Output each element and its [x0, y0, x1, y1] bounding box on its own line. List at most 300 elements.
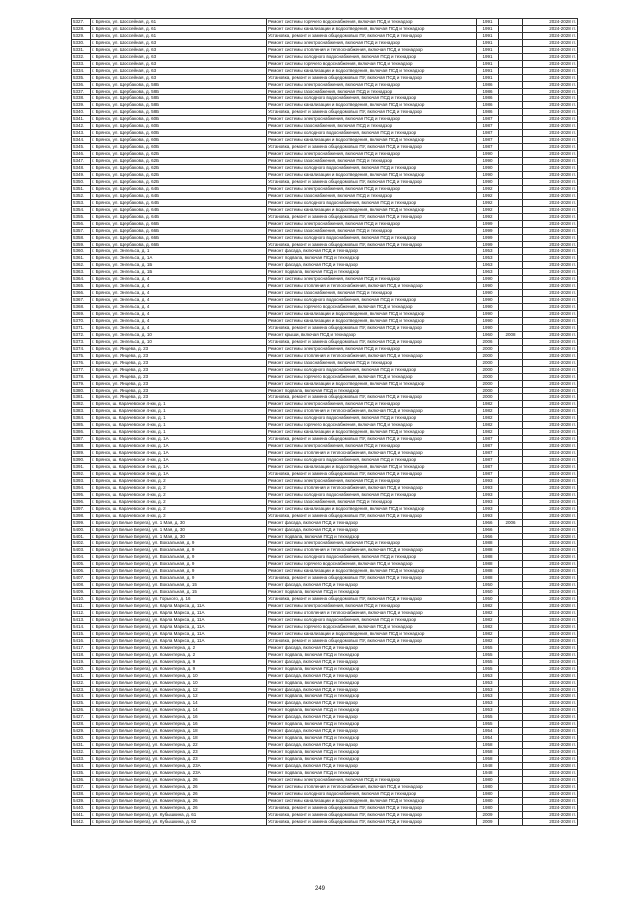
- row-build-year: 1953: [477, 679, 499, 686]
- row-number: 5396.: [72, 498, 91, 505]
- row-planned-period: 2024-2028 гг.: [523, 651, 578, 658]
- row-build-year: 1992: [477, 192, 499, 199]
- table-row: [72, 776, 578, 783]
- row-last-repair-year: [499, 790, 523, 797]
- row-address: г. Брянск (рп Белые Берега), ул. Кубышкина, д. 61: [91, 811, 267, 818]
- row-planned-period: 2024-2028 гг.: [523, 672, 578, 679]
- row-last-repair-year: [499, 345, 523, 352]
- row-work-type: Ремонт системы газоснабжения, включая ПСД и технадзор: [267, 158, 477, 165]
- row-last-repair-year: [499, 735, 523, 742]
- table-row: [72, 248, 578, 255]
- table-row: [72, 728, 578, 735]
- row-planned-period: 2024-2028 гг.: [523, 241, 578, 248]
- row-build-year: 1987: [477, 144, 499, 151]
- row-planned-period: 2024-2028 гг.: [523, 603, 578, 610]
- table-row: [72, 721, 578, 728]
- row-number: 5335.: [72, 74, 91, 81]
- row-planned-period: 2024-2028 гг.: [523, 171, 578, 178]
- row-number: 5368.: [72, 304, 91, 311]
- row-work-type: Ремонт системы газоснабжения, включая ПСД и технадзор: [267, 359, 477, 366]
- row-planned-period: 2024-2028 гг.: [523, 644, 578, 651]
- row-number: 5442.: [72, 818, 91, 825]
- row-build-year: 1986: [477, 81, 499, 88]
- row-address: г. Брянск, ул. Энгельса, д. 4: [91, 283, 267, 290]
- row-planned-period: 2024-2028 гг.: [523, 804, 578, 811]
- table-row: [72, 450, 578, 457]
- row-build-year: 1992: [477, 199, 499, 206]
- row-work-type: Ремонт системы газоснабжения, включая ПСД и технадзор: [267, 498, 477, 505]
- table-row: [72, 589, 578, 596]
- row-number: 5437.: [72, 783, 91, 790]
- row-build-year: 1987: [477, 464, 499, 471]
- row-work-type: Ремонт системы газоснабжения, включая ПСД и технадзор: [267, 290, 477, 297]
- row-last-repair-year: [499, 366, 523, 373]
- row-last-repair-year: [499, 721, 523, 728]
- row-address: г. Брянск, ул. Энгельса, д. 4: [91, 304, 267, 311]
- row-work-type: Ремонт системы электроснабжения, включая ПСД и технадзор: [267, 276, 477, 283]
- row-number: 5421.: [72, 672, 91, 679]
- row-address: г. Брянск, ул. Шоссейная, д. 61: [91, 25, 267, 32]
- row-number: 5431.: [72, 742, 91, 749]
- row-last-repair-year: [499, 248, 523, 255]
- table-row: [72, 582, 578, 589]
- row-planned-period: 2024-2028 гг.: [523, 324, 578, 331]
- row-address: г. Брянск (рп Белые Берега), ул. Коминтерна, д. 23: [91, 756, 267, 763]
- row-address: г. Брянск (рп Белые Берега), ул. Коминтерна, д. 23А: [91, 769, 267, 776]
- table-row: [72, 53, 578, 60]
- table-row: [72, 276, 578, 283]
- row-build-year: 1991: [477, 53, 499, 60]
- row-address: г. Брянск (рп Белые Берега), ул. Карла Маркса, д. 11А: [91, 610, 267, 617]
- row-build-year: 1953: [477, 686, 499, 693]
- row-number: 5409.: [72, 589, 91, 596]
- row-address: г. Брянск, ул. Шоссейная, д. 63: [91, 74, 267, 81]
- row-address: г. Брянск, ул. Щербакова, д. 62Б: [91, 171, 267, 178]
- row-build-year: 2000: [477, 373, 499, 380]
- row-build-year: 1982: [477, 637, 499, 644]
- row-work-type: Ремонт системы канализации и водоотведения, включая ПСД и технадзор: [267, 380, 477, 387]
- row-number: 5334.: [72, 67, 91, 74]
- row-build-year: 1986: [477, 95, 499, 102]
- row-number: 5380.: [72, 387, 91, 394]
- row-last-repair-year: [499, 603, 523, 610]
- row-planned-period: 2024-2028 гг.: [523, 123, 578, 130]
- row-planned-period: 2024-2028 гг.: [523, 436, 578, 443]
- row-last-repair-year: [499, 269, 523, 276]
- row-last-repair-year: [499, 192, 523, 199]
- row-last-repair-year: [499, 88, 523, 95]
- row-build-year: 1960: [477, 331, 499, 338]
- table-row: [72, 505, 578, 512]
- row-build-year: 2000: [477, 366, 499, 373]
- row-work-type: Ремонт системы канализации и водоотведения, включая ПСД и технадзор: [267, 317, 477, 324]
- row-address: г. Брянск (рп Белые Берега), ул. Коминтерна, д. 2: [91, 644, 267, 651]
- row-work-type: Установка, ремонт и замена общедомовых ПУ, включая ПСД и технадзор: [267, 470, 477, 477]
- row-number: 5441.: [72, 811, 91, 818]
- row-number: 5384.: [72, 415, 91, 422]
- row-build-year: 1993: [477, 477, 499, 484]
- row-number: 5425.: [72, 700, 91, 707]
- row-planned-period: 2024-2028 гг.: [523, 429, 578, 436]
- row-build-year: 1963: [477, 269, 499, 276]
- row-planned-period: 2024-2028 гг.: [523, 491, 578, 498]
- row-work-type: Ремонт системы горячего водоснабжения, включая ПСД и технадзор: [267, 304, 477, 311]
- row-work-type: Ремонт подвала, включая ПСД и технадзор: [267, 255, 477, 262]
- row-number: 5375.: [72, 352, 91, 359]
- row-build-year: 1958: [477, 756, 499, 763]
- row-planned-period: 2024-2028 гг.: [523, 234, 578, 241]
- row-address: г. Брянск (рп Белые Берега), ул. Коминтерна, д. 9: [91, 658, 267, 665]
- row-number: 5361.: [72, 255, 91, 262]
- row-planned-period: 2024-2028 гг.: [523, 387, 578, 394]
- row-number: 5386.: [72, 429, 91, 436]
- row-last-repair-year: [499, 505, 523, 512]
- row-number: 5372.: [72, 331, 91, 338]
- table-row: [72, 199, 578, 206]
- row-number: 5432.: [72, 749, 91, 756]
- row-address: г. Брянск, ул. Энгельса, д. 1Б: [91, 269, 267, 276]
- row-planned-period: 2024-2028 гг.: [523, 165, 578, 172]
- row-number: 5418.: [72, 651, 91, 658]
- row-work-type: Ремонт системы канализации и водоотведения, включая ПСД и технадзор: [267, 505, 477, 512]
- row-number: 5369.: [72, 311, 91, 318]
- row-planned-period: 2024-2028 гг.: [523, 359, 578, 366]
- row-last-repair-year: [499, 443, 523, 450]
- row-work-type: Ремонт подвала, включая ПСД и технадзор: [267, 749, 477, 756]
- row-work-type: Установка, ремонт и замена общедомовых ПУ, включая ПСД и технадзор: [267, 804, 477, 811]
- row-planned-period: 2024-2028 гг.: [523, 32, 578, 39]
- row-planned-period: 2024-2028 гг.: [523, 735, 578, 742]
- row-work-type: Ремонт системы отопления и теплоснабжения, включая ПСД и технадзор: [267, 450, 477, 457]
- row-work-type: Ремонт системы отопления и теплоснабжения, включая ПСД и технадзор: [267, 610, 477, 617]
- row-address: г. Брянск (рп Белые Берега), ул. Карла Маркса, д. 11А: [91, 603, 267, 610]
- row-build-year: 1966: [477, 526, 499, 533]
- row-work-type: Установка, ремонт и замена общедомовых ПУ, включая ПСД и технадзор: [267, 811, 477, 818]
- row-work-type: Ремонт системы холодного водоснабжения, включая ПСД и технадзор: [267, 554, 477, 561]
- table-row: [72, 345, 578, 352]
- row-build-year: 1991: [477, 19, 499, 26]
- table-row: [72, 457, 578, 464]
- table-row: [72, 707, 578, 714]
- row-address: г. Брянск, ул. Щербакова, д. 64Б: [91, 199, 267, 206]
- row-address: г. Брянск (рп Белые Берега), ул. 1 Мая, д. 30: [91, 526, 267, 533]
- row-work-type: Ремонт системы канализации и водоотведения, включая ПСД и технадзор: [267, 67, 477, 74]
- row-last-repair-year: [499, 130, 523, 137]
- row-last-repair-year: [499, 144, 523, 151]
- row-build-year: 1950: [477, 582, 499, 589]
- row-number: 5348.: [72, 165, 91, 172]
- row-build-year: 1993: [477, 512, 499, 519]
- row-number: 5332.: [72, 53, 91, 60]
- table-row: [72, 790, 578, 797]
- row-work-type: Ремонт системы отопления и теплоснабжения, включая ПСД и технадзор: [267, 352, 477, 359]
- row-number: 5354.: [72, 206, 91, 213]
- row-planned-period: 2024-2028 гг.: [523, 470, 578, 477]
- row-planned-period: 2024-2028 гг.: [523, 679, 578, 686]
- row-address: г. Брянск (рп Белые Берега), ул. Коминтерна, д. 10: [91, 672, 267, 679]
- row-number: 5356.: [72, 220, 91, 227]
- table-row: [72, 610, 578, 617]
- row-number: 5423.: [72, 686, 91, 693]
- row-number: 5347.: [72, 158, 91, 165]
- row-build-year: 1953: [477, 248, 499, 255]
- table-row: [72, 637, 578, 644]
- row-number: 5340.: [72, 109, 91, 116]
- row-planned-period: 2024-2028 гг.: [523, 742, 578, 749]
- row-planned-period: 2024-2028 гг.: [523, 248, 578, 255]
- row-last-repair-year: [499, 262, 523, 269]
- row-last-repair-year: [499, 380, 523, 387]
- row-address: г. Брянск, ул. Шоссейная, д. 63: [91, 39, 267, 46]
- row-planned-period: 2024-2028 гг.: [523, 345, 578, 352]
- row-address: г. Брянск, ул. Шоссейная, д. 61: [91, 32, 267, 39]
- row-address: г. Брянск, ш. Карачевское 4-км, д. 2: [91, 477, 267, 484]
- row-planned-period: 2024-2028 гг.: [523, 519, 578, 526]
- row-build-year: 2009: [477, 818, 499, 825]
- row-planned-period: 2024-2028 гг.: [523, 484, 578, 491]
- row-last-repair-year: [499, 234, 523, 241]
- table-row: [72, 116, 578, 123]
- row-number: 5349.: [72, 171, 91, 178]
- row-address: г. Брянск (рп Белые Берега), ул. Коминтерна, д. 26: [91, 783, 267, 790]
- row-planned-period: 2024-2028 гг.: [523, 158, 578, 165]
- table-row: [72, 491, 578, 498]
- row-build-year: 1954: [477, 728, 499, 735]
- row-planned-period: 2024-2028 гг.: [523, 721, 578, 728]
- row-address: г. Брянск (рп Белые Берега), ул. Кубышкина, д. 62: [91, 818, 267, 825]
- row-build-year: 1982: [477, 630, 499, 637]
- row-build-year: 1990: [477, 311, 499, 318]
- row-last-repair-year: [499, 276, 523, 283]
- row-build-year: 1955: [477, 644, 499, 651]
- row-number: 5350.: [72, 178, 91, 185]
- row-address: г. Брянск, ул. Щербакова, д. 58Б: [91, 102, 267, 109]
- row-work-type: Ремонт фасада, включая ПСД и технадзор: [267, 644, 477, 651]
- row-build-year: 1988: [477, 547, 499, 554]
- row-planned-period: 2024-2028 гг.: [523, 561, 578, 568]
- row-build-year: 1999: [477, 227, 499, 234]
- table-row: [72, 19, 578, 26]
- row-planned-period: 2024-2028 гг.: [523, 144, 578, 151]
- row-address: г. Брянск, ш. Карачевское 4-км, д. 2: [91, 491, 267, 498]
- row-address: г. Брянск (рп Белые Берега), ул. Вокзальная, д. 9: [91, 561, 267, 568]
- row-address: г. Брянск (рп Белые Берега), ул. Коминтерна, д. 16: [91, 721, 267, 728]
- row-planned-period: 2024-2028 гг.: [523, 610, 578, 617]
- row-planned-period: 2024-2028 гг.: [523, 19, 578, 26]
- row-build-year: 1990: [477, 178, 499, 185]
- row-last-repair-year: [499, 589, 523, 596]
- row-address: г. Брянск, ул. Энгельса, д. 4: [91, 317, 267, 324]
- row-build-year: 1990: [477, 297, 499, 304]
- row-planned-period: 2024-2028 гг.: [523, 185, 578, 192]
- row-address: г. Брянск (рп Белые Берега), ул. Коминтерна, д. 12: [91, 686, 267, 693]
- table-row: [72, 81, 578, 88]
- row-work-type: Ремонт системы газоснабжения, включая ПСД и технадзор: [267, 123, 477, 130]
- row-build-year: 1980: [477, 783, 499, 790]
- row-build-year: 2009: [477, 811, 499, 818]
- row-planned-period: 2024-2028 гг.: [523, 53, 578, 60]
- row-work-type: Ремонт системы холодного водоснабжения, включая ПСД и технадзор: [267, 165, 477, 172]
- row-build-year: 1982: [477, 422, 499, 429]
- row-address: г. Брянск (рп Белые Берега), ул. Коминтерна, д. 16: [91, 714, 267, 721]
- table-row: [72, 658, 578, 665]
- row-planned-period: 2024-2028 гг.: [523, 130, 578, 137]
- row-build-year: 1986: [477, 109, 499, 116]
- table-row: [72, 575, 578, 582]
- row-planned-period: 2024-2028 гг.: [523, 769, 578, 776]
- row-number: 5416.: [72, 637, 91, 644]
- table-row: [72, 46, 578, 53]
- row-last-repair-year: [499, 610, 523, 617]
- row-planned-period: 2024-2028 гг.: [523, 95, 578, 102]
- row-address: г. Брянск, ул. Щербакова, д. 64Б: [91, 185, 267, 192]
- row-build-year: 1953: [477, 707, 499, 714]
- row-planned-period: 2024-2028 гг.: [523, 39, 578, 46]
- row-number: 5371.: [72, 324, 91, 331]
- row-number: 5408.: [72, 582, 91, 589]
- row-number: 5359.: [72, 241, 91, 248]
- table-row: [72, 67, 578, 74]
- row-address: г. Брянск, ул. Энгельса, д. 4: [91, 297, 267, 304]
- row-address: г. Брянск (рп Белые Берега), ул. Коминтерна, д. 14: [91, 700, 267, 707]
- row-planned-period: 2024-2028 гг.: [523, 568, 578, 575]
- row-last-repair-year: [499, 769, 523, 776]
- row-build-year: 1958: [477, 742, 499, 749]
- row-work-type: Ремонт системы холодного водоснабжения, включая ПСД и технадзор: [267, 53, 477, 60]
- row-last-repair-year: [499, 554, 523, 561]
- row-planned-period: 2024-2028 гг.: [523, 137, 578, 144]
- row-number: 5398.: [72, 512, 91, 519]
- row-address: г. Брянск, ш. Карачевское 4-км, д. 2: [91, 512, 267, 519]
- row-last-repair-year: [499, 178, 523, 185]
- table-row: [72, 387, 578, 394]
- row-build-year: 1992: [477, 213, 499, 220]
- row-planned-period: 2024-2028 гг.: [523, 109, 578, 116]
- row-address: г. Брянск (рп Белые Берега), ул. Коминтерна, д. 2: [91, 651, 267, 658]
- row-address: г. Брянск (рп Белые Берега), ул. Горького, д. 16: [91, 596, 267, 603]
- row-build-year: 1955: [477, 721, 499, 728]
- row-build-year: 1980: [477, 776, 499, 783]
- row-planned-period: 2024-2028 гг.: [523, 818, 578, 825]
- row-address: г. Брянск, ул. Шоссейная, д. 63: [91, 46, 267, 53]
- row-number: 5345.: [72, 144, 91, 151]
- row-last-repair-year: [499, 728, 523, 735]
- row-number: 5419.: [72, 658, 91, 665]
- row-number: 5415.: [72, 630, 91, 637]
- row-last-repair-year: [499, 311, 523, 318]
- row-address: г. Брянск (рп Белые Берега), ул. Коминтерна, д. 23А: [91, 762, 267, 769]
- row-address: г. Брянск, ул. Щербакова, д. 60Б: [91, 130, 267, 137]
- row-planned-period: 2024-2028 гг.: [523, 554, 578, 561]
- row-build-year: 1993: [477, 505, 499, 512]
- table-row: [72, 700, 578, 707]
- row-address: г. Брянск, ул. Янцева, д. 23: [91, 352, 267, 359]
- row-address: г. Брянск, ул. Энгельса, д. 1: [91, 248, 267, 255]
- row-last-repair-year: [499, 429, 523, 436]
- row-planned-period: 2024-2028 гг.: [523, 582, 578, 589]
- row-number: 5360.: [72, 248, 91, 255]
- table-row: [72, 304, 578, 311]
- row-address: г. Брянск, ул. Янцева, д. 23: [91, 359, 267, 366]
- row-address: г. Брянск, ул. Янцева, д. 23: [91, 380, 267, 387]
- row-last-repair-year: [499, 582, 523, 589]
- row-number: 5331.: [72, 46, 91, 53]
- row-work-type: Ремонт системы канализации и водоотведения, включая ПСД и технадзор: [267, 797, 477, 804]
- row-build-year: 1987: [477, 443, 499, 450]
- table-row: [72, 130, 578, 137]
- row-planned-period: 2024-2028 гг.: [523, 213, 578, 220]
- row-work-type: Ремонт системы канализации и водоотведения, включая ПСД и технадзор: [267, 206, 477, 213]
- table-row: [72, 797, 578, 804]
- row-work-type: Установка, ремонт и замена общедомовых ПУ, включая ПСД и технадзор: [267, 512, 477, 519]
- row-work-type: Ремонт фасада, включая ПСД и технадзор: [267, 519, 477, 526]
- row-build-year: 1991: [477, 25, 499, 32]
- row-planned-period: 2024-2028 гг.: [523, 707, 578, 714]
- row-build-year: 1991: [477, 60, 499, 67]
- row-build-year: 1991: [477, 67, 499, 74]
- table-row: [72, 95, 578, 102]
- row-build-year: 1992: [477, 185, 499, 192]
- row-planned-period: 2024-2028 гг.: [523, 297, 578, 304]
- table-row: [72, 331, 578, 338]
- row-last-repair-year: [499, 623, 523, 630]
- row-address: г. Брянск, ш. Карачевское 4-км, д. 2: [91, 484, 267, 491]
- row-number: 5366.: [72, 290, 91, 297]
- row-work-type: Установка, ремонт и замена общедомовых ПУ, включая ПСД и технадзор: [267, 596, 477, 603]
- row-last-repair-year: [499, 352, 523, 359]
- row-planned-period: 2024-2028 гг.: [523, 352, 578, 359]
- row-work-type: Установка, ремонт и замена общедомовых ПУ, включая ПСД и технадзор: [267, 32, 477, 39]
- row-planned-period: 2024-2028 гг.: [523, 283, 578, 290]
- row-number: 5373.: [72, 338, 91, 345]
- row-planned-period: 2024-2028 гг.: [523, 526, 578, 533]
- row-work-type: Ремонт системы канализации и водоотведения, включая ПСД и технадзор: [267, 137, 477, 144]
- table-row: [72, 401, 578, 408]
- row-build-year: 1982: [477, 429, 499, 436]
- row-last-repair-year: [499, 818, 523, 825]
- row-last-repair-year: [499, 255, 523, 262]
- row-planned-period: 2024-2028 гг.: [523, 797, 578, 804]
- row-work-type: Ремонт системы электроснабжения, включая ПСД и технадзор: [267, 220, 477, 227]
- row-number: 5376.: [72, 359, 91, 366]
- row-last-repair-year: [499, 25, 523, 32]
- table-row: [72, 484, 578, 491]
- row-last-repair-year: [499, 74, 523, 81]
- table-row: [72, 623, 578, 630]
- row-work-type: Ремонт системы горячего водоснабжения, включая ПСД и технадзор: [267, 60, 477, 67]
- row-planned-period: 2024-2028 гг.: [523, 783, 578, 790]
- row-last-repair-year: [499, 658, 523, 665]
- row-build-year: 1955: [477, 658, 499, 665]
- row-build-year: 1953: [477, 700, 499, 707]
- row-work-type: Установка, ремонт и замена общедомовых ПУ, включая ПСД и технадзор: [267, 144, 477, 151]
- row-address: г. Брянск (рп Белые Берега), ул. Вокзальная, д. 9: [91, 554, 267, 561]
- row-build-year: 1987: [477, 436, 499, 443]
- row-build-year: 1992: [477, 206, 499, 213]
- row-work-type: Ремонт системы холодного водоснабжения, включая ПСД и технадзор: [267, 366, 477, 373]
- row-build-year: 1990: [477, 304, 499, 311]
- row-planned-period: 2024-2028 гг.: [523, 422, 578, 429]
- row-address: г. Брянск, ул. Янцева, д. 23: [91, 387, 267, 394]
- table-row: [72, 422, 578, 429]
- row-number: 5424.: [72, 693, 91, 700]
- row-last-repair-year: [499, 241, 523, 248]
- row-planned-period: 2024-2028 гг.: [523, 477, 578, 484]
- row-planned-period: 2024-2028 гг.: [523, 366, 578, 373]
- capital-repair-table: [71, 18, 578, 826]
- row-last-repair-year: [499, 477, 523, 484]
- row-address: г. Брянск (рп Белые Берега), ул. Коминтерна, д. 26: [91, 797, 267, 804]
